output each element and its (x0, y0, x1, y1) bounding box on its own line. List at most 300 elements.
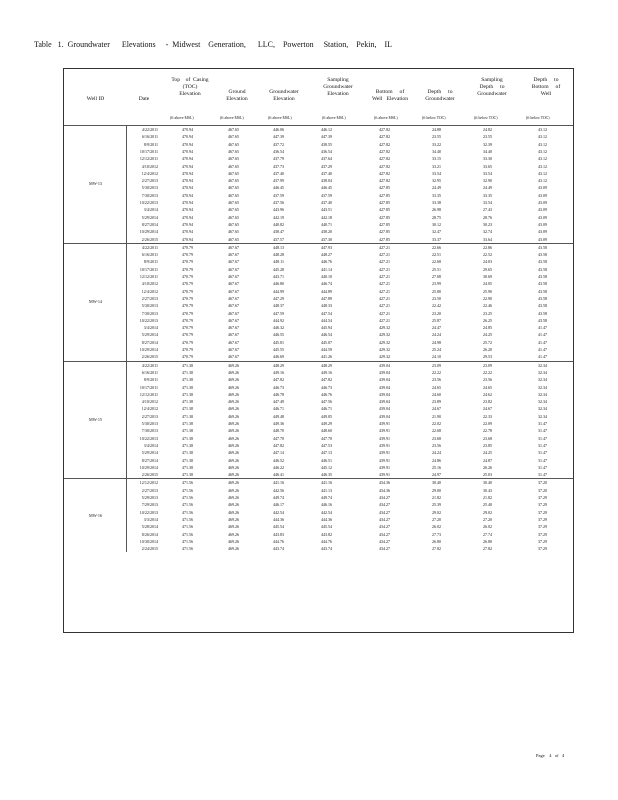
cell-date: 2/27/2013 (141, 413, 158, 419)
table-row (64, 464, 573, 471)
cell-depth-to-groundwater: 25.24 (432, 347, 441, 352)
cell-depth-to-bottom: 43.09 (538, 221, 547, 227)
cell-sampling-gw-elevation: 443.74 (321, 546, 332, 552)
cell-toc-elevation: 471.56 (182, 546, 193, 552)
unit-depth-bottom: (ft below TOC) (526, 116, 550, 120)
table-row (64, 376, 573, 383)
cell-groundwater-elevation: 447.14 (273, 450, 284, 456)
cell-groundwater-elevation: 445.28 (273, 266, 284, 272)
cell-bottom-of-well-elevation: 429.32 (379, 325, 390, 331)
cell-ground-elevation: 467.67 (228, 303, 239, 309)
cell-groundwater-elevation: 437.57 (273, 236, 284, 242)
cell-ground-elevation: 467.65 (228, 170, 239, 176)
cell-date: 7/30/2013 (141, 428, 158, 434)
cell-toc-elevation: 471.56 (182, 509, 193, 515)
cell-depth-to-groundwater: 33.35 (432, 192, 441, 198)
cell-toc-elevation: 471.56 (182, 516, 193, 522)
cell-sampling-gw-elevation: 437.64 (321, 156, 332, 162)
unit-toc: (ft above MSL) (170, 116, 194, 120)
cell-bottom-of-well-elevation: 427.21 (379, 310, 390, 316)
cell-toc-elevation: 470.94 (182, 156, 193, 162)
cell-depth-to-bottom: 43.09 (538, 192, 547, 198)
cell-sampling-gw-elevation: 441.13 (321, 487, 332, 493)
cell-sampling-depth: 23.56 (483, 377, 492, 383)
cell-sampling-depth: 24.87 (483, 457, 492, 463)
cell-depth-to-groundwater: 33.22 (432, 141, 441, 147)
cell-depth-to-groundwater: 26.98 (432, 207, 441, 213)
cell-bottom-of-well-elevation: 427.85 (379, 229, 390, 235)
cell-date: 10/17/2011 (139, 266, 158, 272)
cell-ground-elevation: 469.26 (228, 531, 239, 537)
cell-groundwater-elevation: 437.72 (273, 141, 284, 147)
cell-ground-elevation: 467.65 (228, 163, 239, 169)
cell-depth-to-groundwater: 27.82 (432, 546, 441, 552)
cell-sampling-depth: 26.80 (483, 538, 492, 544)
cell-depth-to-bottom: 32.34 (538, 413, 547, 419)
table-row (64, 177, 573, 187)
cell-sampling-gw-elevation: 447.89 (321, 295, 332, 301)
cell-toc-elevation: 470.94 (182, 229, 193, 235)
table-row (64, 214, 573, 221)
table-row (64, 148, 573, 155)
cell-sampling-depth: 32.74 (483, 229, 492, 235)
cell-sampling-depth: 29.53 (483, 354, 492, 360)
table-row (64, 331, 573, 338)
cell-toc-elevation: 470.94 (182, 207, 193, 213)
cell-toc-elevation: 470.79 (182, 347, 193, 352)
cell-date: 7/30/2013 (141, 192, 158, 198)
cell-depth-to-bottom: 37.29 (538, 546, 547, 552)
cell-depth-to-bottom: 43.12 (538, 141, 547, 147)
cell-depth-to-groundwater: 24.88 (432, 127, 441, 132)
cell-bottom-of-well-elevation: 434.27 (379, 546, 390, 552)
cell-groundwater-elevation: 446.71 (273, 406, 284, 412)
cell-groundwater-elevation: 446.73 (273, 384, 284, 390)
cell-depth-to-bottom: 43.12 (538, 178, 547, 184)
cell-sampling-depth: 24.82 (483, 127, 492, 132)
cell-bottom-of-well-elevation: 439.91 (379, 421, 390, 426)
cell-sampling-gw-elevation: 446.54 (321, 332, 332, 338)
cell-bottom-of-well-elevation: 427.85 (379, 185, 390, 191)
cell-date: 7/30/2013 (141, 310, 158, 316)
cell-bottom-of-well-elevation: 439.91 (379, 435, 390, 441)
cell-groundwater-elevation: 448.11 (273, 259, 284, 265)
cell-ground-elevation: 467.65 (228, 156, 239, 162)
table-row (64, 398, 573, 405)
cell-groundwater-elevation: 440.82 (273, 221, 284, 227)
table-row (64, 420, 573, 427)
cell-bottom-of-well-elevation: 427.85 (379, 221, 390, 227)
table-row (64, 346, 573, 353)
cell-toc-elevation: 471.38 (182, 457, 193, 463)
cell-bottom-of-well-elevation: 439.04 (379, 377, 390, 383)
cell-toc-elevation: 470.94 (182, 192, 193, 198)
well-id: MW-15 (88, 417, 103, 422)
cell-sampling-depth: 33.30 (483, 156, 492, 162)
cell-depth-to-bottom: 32.34 (538, 406, 547, 412)
cell-depth-to-bottom: 32.34 (538, 362, 547, 368)
cell-depth-to-bottom: 31.47 (538, 450, 547, 456)
table-row (64, 199, 573, 206)
cell-sampling-gw-elevation: 445.54 (321, 524, 332, 530)
cell-depth-to-groundwater: 28.75 (432, 214, 441, 220)
cell-toc-elevation: 470.94 (182, 221, 193, 227)
cell-groundwater-elevation: 446.32 (273, 325, 284, 331)
cell-bottom-of-well-elevation: 427.82 (379, 163, 390, 169)
cell-toc-elevation: 470.79 (182, 332, 193, 338)
cell-toc-elevation: 470.79 (182, 354, 193, 360)
header-toc-elevation: Top of Casing (TOC) Elevation (171, 77, 209, 97)
cell-bottom-of-well-elevation: 439.04 (379, 369, 390, 375)
cell-date: 8/27/2014 (141, 457, 158, 463)
cell-date: 8/27/2014 (141, 221, 158, 227)
cell-sampling-gw-elevation: 447.82 (321, 377, 332, 383)
cell-depth-to-bottom: 32.34 (538, 391, 547, 397)
cell-sampling-depth: 24.05 (483, 281, 492, 287)
cell-date: 2/27/2013 (141, 178, 158, 184)
groundwater-table (63, 68, 574, 633)
cell-groundwater-elevation: 438.47 (273, 229, 284, 235)
header-ground-elevation: Ground Elevation (226, 89, 248, 102)
cell-depth-to-groundwater: 22.68 (432, 428, 441, 434)
cell-groundwater-elevation: 442.19 (273, 214, 284, 220)
cell-sampling-gw-elevation: 447.54 (321, 310, 332, 316)
header-sampling-depth: Sampling Depth to Groundwater (477, 77, 507, 97)
cell-ground-elevation: 467.67 (228, 288, 239, 294)
cell-toc-elevation: 470.79 (182, 266, 193, 272)
table-title: Table 1. Groundwater Elevations - Midwest Generation, LLC, Powerton Station, Pekin, IL (34, 40, 393, 49)
cell-sampling-gw-elevation: 436.54 (321, 148, 332, 154)
cell-depth-to-groundwater: 26.02 (432, 524, 441, 530)
cell-ground-elevation: 467.65 (228, 229, 239, 235)
cell-depth-to-bottom: 43.58 (538, 303, 547, 309)
cell-sampling-gw-elevation: 440.10 (321, 274, 332, 279)
cell-date: 4/10/2012 (141, 399, 158, 405)
table-row (64, 479, 573, 486)
cell-depth-to-bottom: 43.58 (538, 295, 547, 301)
table-header (64, 69, 573, 126)
table-row (64, 413, 573, 420)
cell-bottom-of-well-elevation: 439.91 (379, 464, 390, 470)
cell-toc-elevation: 471.56 (182, 487, 193, 493)
cell-depth-to-groundwater: 25.16 (432, 464, 441, 470)
table-row (64, 494, 573, 501)
cell-date: 12/4/2012 (141, 170, 158, 176)
cell-sampling-gw-elevation: 446.45 (321, 185, 332, 191)
cell-toc-elevation: 470.94 (182, 127, 193, 132)
cell-sampling-gw-elevation: 443.82 (321, 531, 332, 537)
table-row (64, 317, 573, 324)
table-row (64, 258, 573, 265)
cell-depth-to-groundwater: 23.89 (432, 399, 441, 405)
cell-depth-to-bottom: 37.20 (538, 480, 547, 486)
cell-depth-to-groundwater: 22.51 (432, 252, 441, 258)
cell-sampling-gw-elevation: 446.12 (321, 127, 332, 132)
cell-toc-elevation: 471.56 (182, 480, 193, 486)
cell-sampling-depth: 30.69 (483, 274, 492, 279)
cell-sampling-depth: 22.90 (483, 295, 492, 301)
cell-sampling-gw-elevation: 448.27 (321, 252, 332, 258)
unit-depth-gw: (ft below TOC) (422, 116, 446, 120)
table-row (64, 280, 573, 287)
table-row (64, 435, 573, 442)
cell-ground-elevation: 469.26 (228, 538, 239, 544)
well-id: MW-14 (88, 299, 103, 305)
cell-ground-elevation: 467.67 (228, 252, 239, 258)
cell-date: 10/30/2014 (139, 538, 158, 544)
cell-sampling-gw-elevation: 443.51 (321, 207, 332, 213)
cell-bottom-of-well-elevation: 439.04 (379, 406, 390, 412)
cell-sampling-depth: 33.35 (483, 192, 492, 198)
cell-sampling-gw-elevation: 449.05 (321, 413, 332, 419)
header-well-id: Well ID (86, 96, 105, 102)
cell-depth-to-groundwater: 23.68 (432, 435, 441, 441)
cell-sampling-depth: 22.33 (483, 413, 492, 419)
cell-sampling-depth: 27.74 (483, 531, 492, 537)
cell-bottom-of-well-elevation: 427.85 (379, 214, 390, 220)
cell-date: 3/3/2014 (143, 516, 158, 522)
cell-sampling-gw-elevation: 437.59 (321, 192, 332, 198)
cell-depth-to-bottom: 31.47 (538, 472, 547, 478)
cell-date: 8/9/2011 (143, 259, 158, 265)
cell-groundwater-elevation: 448.37 (273, 303, 284, 309)
cell-depth-to-bottom: 31.47 (538, 428, 547, 434)
cell-date: 10/22/2013 (139, 317, 158, 323)
cell-depth-to-bottom: 43.58 (538, 252, 547, 258)
table-row (64, 295, 573, 305)
cell-depth-to-groundwater: 23.55 (432, 134, 441, 140)
cell-toc-elevation: 470.94 (182, 134, 193, 140)
cell-depth-to-bottom: 31.47 (538, 457, 547, 463)
unit-sampling-elevation: (ft above MSL) (322, 116, 346, 120)
cell-groundwater-elevation: 436.54 (273, 148, 284, 154)
cell-ground-elevation: 467.67 (228, 295, 239, 301)
cell-depth-to-bottom: 43.58 (538, 244, 547, 250)
cell-depth-to-bottom: 31.47 (538, 442, 547, 448)
cell-ground-elevation: 469.26 (228, 406, 239, 412)
cell-sampling-depth: 33.65 (483, 163, 492, 169)
cell-toc-elevation: 470.79 (182, 339, 193, 345)
cell-sampling-depth: 30.43 (483, 487, 492, 493)
cell-sampling-gw-elevation: 444.36 (321, 516, 332, 522)
cell-groundwater-elevation: 448.13 (273, 244, 284, 250)
cell-depth-to-groundwater: 25.80 (432, 288, 441, 294)
unit-gw-elevation: (ft above MSL) (268, 116, 292, 120)
table-row (64, 369, 573, 376)
cell-sampling-depth: 29.02 (483, 509, 492, 515)
unit-sampling-depth: (ft below TOC) (474, 116, 498, 120)
cell-bottom-of-well-elevation: 427.21 (379, 244, 390, 250)
cell-ground-elevation: 467.67 (228, 281, 239, 287)
cell-sampling-gw-elevation: 444.59 (321, 347, 332, 352)
cell-depth-to-groundwater: 22.66 (432, 244, 441, 250)
cell-groundwater-elevation: 449.74 (273, 495, 284, 500)
cell-bottom-of-well-elevation: 429.32 (379, 354, 390, 360)
cell-groundwater-elevation: 445.81 (273, 339, 284, 345)
cell-sampling-depth: 27.20 (483, 516, 492, 522)
cell-toc-elevation: 471.38 (182, 472, 193, 478)
cell-ground-elevation: 467.67 (228, 317, 239, 323)
cell-toc-elevation: 470.79 (182, 259, 193, 265)
cell-ground-elevation: 467.65 (228, 192, 239, 198)
cell-bottom-of-well-elevation: 427.21 (379, 281, 390, 287)
cell-sampling-depth: 26.02 (483, 524, 492, 530)
cell-sampling-gw-elevation: 447.13 (321, 450, 332, 456)
table-row (64, 302, 573, 309)
cell-sampling-depth: 24.03 (483, 259, 492, 265)
cell-groundwater-elevation: 446.41 (273, 472, 284, 478)
cell-depth-to-bottom: 43.12 (538, 156, 547, 162)
cell-sampling-depth: 33.64 (483, 236, 492, 242)
cell-depth-to-bottom: 41.47 (538, 354, 547, 360)
cell-groundwater-elevation: 443.71 (273, 274, 284, 279)
table-row (64, 339, 573, 346)
cell-sampling-gw-elevation: 446.16 (321, 502, 332, 508)
cell-sampling-depth: 25.90 (483, 288, 492, 294)
cell-date: 2/26/2015 (141, 354, 158, 360)
cell-depth-to-bottom: 43.58 (538, 317, 547, 323)
cell-date: 5/29/2014 (141, 332, 158, 338)
cell-bottom-of-well-elevation: 439.04 (379, 391, 390, 397)
cell-bottom-of-well-elevation: 427.85 (379, 207, 390, 213)
cell-ground-elevation: 469.26 (228, 495, 239, 500)
cell-date: 4/22/2011 (141, 244, 158, 250)
table-row (64, 133, 573, 140)
table-row (64, 155, 573, 162)
cell-bottom-of-well-elevation: 427.85 (379, 192, 390, 198)
cell-sampling-gw-elevation: 446.74 (321, 281, 332, 287)
unit-ground: (ft above MSL) (220, 116, 244, 120)
cell-date: 2/24/2015 (141, 546, 158, 552)
cell-depth-to-bottom: 32.34 (538, 399, 547, 405)
cell-sampling-gw-elevation: 445.12 (321, 464, 332, 470)
cell-depth-to-groundwater: 21.90 (432, 413, 441, 419)
cell-toc-elevation: 470.94 (182, 163, 193, 169)
cell-toc-elevation: 470.94 (182, 148, 193, 154)
cell-sampling-gw-elevation: 437.29 (321, 163, 332, 169)
cell-sampling-depth: 22.86 (483, 244, 492, 250)
well-id: MW-13 (88, 181, 103, 187)
cell-groundwater-elevation: 449.36 (273, 421, 284, 426)
table-row (64, 206, 573, 213)
cell-sampling-gw-elevation: 447.93 (321, 244, 332, 250)
cell-ground-elevation: 467.67 (228, 339, 239, 345)
table-row (64, 221, 573, 228)
cell-sampling-gw-elevation: 446.73 (321, 384, 332, 390)
cell-bottom-of-well-elevation: 439.91 (379, 442, 390, 448)
cell-sampling-gw-elevation: 449.29 (321, 421, 332, 426)
cell-ground-elevation: 469.26 (228, 546, 239, 552)
cell-bottom-of-well-elevation: 427.82 (379, 170, 390, 176)
cell-depth-to-bottom: 37.29 (538, 538, 547, 544)
cell-sampling-depth: 27.43 (483, 207, 492, 213)
cell-ground-elevation: 469.26 (228, 524, 239, 530)
cell-sampling-gw-elevation: 446.76 (321, 259, 332, 265)
cell-bottom-of-well-elevation: 427.21 (379, 288, 390, 294)
cell-sampling-depth: 23.82 (483, 399, 492, 405)
cell-date: 3/4/2014 (143, 207, 158, 213)
cell-toc-elevation: 471.38 (182, 399, 193, 405)
cell-depth-to-groundwater: 29.02 (432, 509, 441, 515)
cell-date: 7/29/2013 (141, 502, 158, 508)
cell-depth-to-groundwater: 24.65 (432, 384, 441, 390)
cell-toc-elevation: 471.38 (182, 450, 193, 456)
cell-ground-elevation: 467.67 (228, 274, 239, 279)
cell-sampling-gw-elevation: 442.18 (321, 214, 332, 220)
cell-depth-to-bottom: 32.34 (538, 369, 547, 375)
cell-bottom-of-well-elevation: 434.27 (379, 531, 390, 537)
cell-date: 12/12/2011 (139, 156, 158, 162)
cell-ground-elevation: 467.65 (228, 236, 239, 242)
cell-depth-to-bottom: 37.29 (538, 502, 547, 508)
cell-date: 10/29/2014 (139, 347, 158, 352)
cell-depth-to-groundwater: 25.39 (432, 502, 441, 508)
cell-ground-elevation: 469.26 (228, 413, 239, 419)
cell-depth-to-bottom: 43.12 (538, 134, 547, 140)
cell-date: 10/22/2013 (139, 200, 158, 205)
cell-groundwater-elevation: 437.73 (273, 163, 284, 169)
cell-sampling-gw-elevation: 446.71 (321, 406, 332, 412)
cell-sampling-depth: 24.67 (483, 406, 492, 412)
cell-toc-elevation: 471.56 (182, 502, 193, 508)
cell-ground-elevation: 469.26 (228, 516, 239, 522)
cell-toc-elevation: 471.56 (182, 495, 193, 500)
cell-date: 5/29/2014 (141, 450, 158, 456)
cell-depth-to-groundwater: 23.56 (432, 442, 441, 448)
cell-ground-elevation: 467.65 (228, 207, 239, 213)
cell-depth-to-bottom: 43.58 (538, 259, 547, 265)
cell-depth-to-groundwater: 27.08 (432, 274, 441, 279)
header-bottom-of-well-elevation: Bottom of Well Elevation (371, 89, 409, 102)
cell-toc-elevation: 470.79 (182, 252, 193, 258)
cell-date: 10/17/2011 (139, 148, 158, 154)
cell-depth-to-bottom: 41.47 (538, 325, 547, 331)
cell-sampling-depth: 22.46 (483, 303, 492, 309)
cell-date: 5/30/2013 (141, 421, 158, 426)
cell-bottom-of-well-elevation: 439.04 (379, 413, 390, 419)
cell-sampling-depth: 25.72 (483, 339, 492, 345)
cell-ground-elevation: 469.26 (228, 509, 239, 515)
cell-depth-to-groundwater: 26.80 (432, 538, 441, 544)
cell-date: 5/30/2013 (141, 185, 158, 191)
cell-bottom-of-well-elevation: 427.85 (379, 200, 390, 205)
cell-depth-to-bottom: 43.09 (538, 229, 547, 235)
cell-groundwater-elevation: 444.99 (273, 288, 284, 294)
cell-depth-to-groundwater: 23.99 (432, 281, 441, 287)
cell-bottom-of-well-elevation: 434.27 (379, 516, 390, 522)
cell-ground-elevation: 467.65 (228, 200, 239, 205)
cell-depth-to-bottom: 31.47 (538, 421, 547, 426)
cell-depth-to-groundwater: 21.82 (432, 495, 441, 500)
cell-bottom-of-well-elevation: 427.82 (379, 141, 390, 147)
cell-bottom-of-well-elevation: 434.27 (379, 502, 390, 508)
cell-depth-to-groundwater: 22.68 (432, 259, 441, 265)
cell-depth-to-bottom: 41.47 (538, 347, 547, 352)
cell-depth-to-bottom: 43.58 (538, 288, 547, 294)
cell-sampling-gw-elevation: 444.54 (321, 317, 332, 323)
cell-depth-to-groundwater: 24.24 (432, 332, 441, 338)
cell-sampling-gw-elevation: 446.76 (321, 391, 332, 397)
cell-ground-elevation: 467.65 (228, 141, 239, 147)
cell-ground-elevation: 467.65 (228, 185, 239, 191)
cell-ground-elevation: 467.67 (228, 244, 239, 250)
cell-groundwater-elevation: 445.54 (273, 524, 284, 530)
cell-groundwater-elevation: 448.29 (273, 362, 284, 368)
cell-sampling-depth: 23.85 (483, 442, 492, 448)
cell-date: 10/29/2014 (139, 464, 158, 470)
header-date: Date (138, 96, 150, 102)
cell-bottom-of-well-elevation: 434.27 (379, 538, 390, 544)
